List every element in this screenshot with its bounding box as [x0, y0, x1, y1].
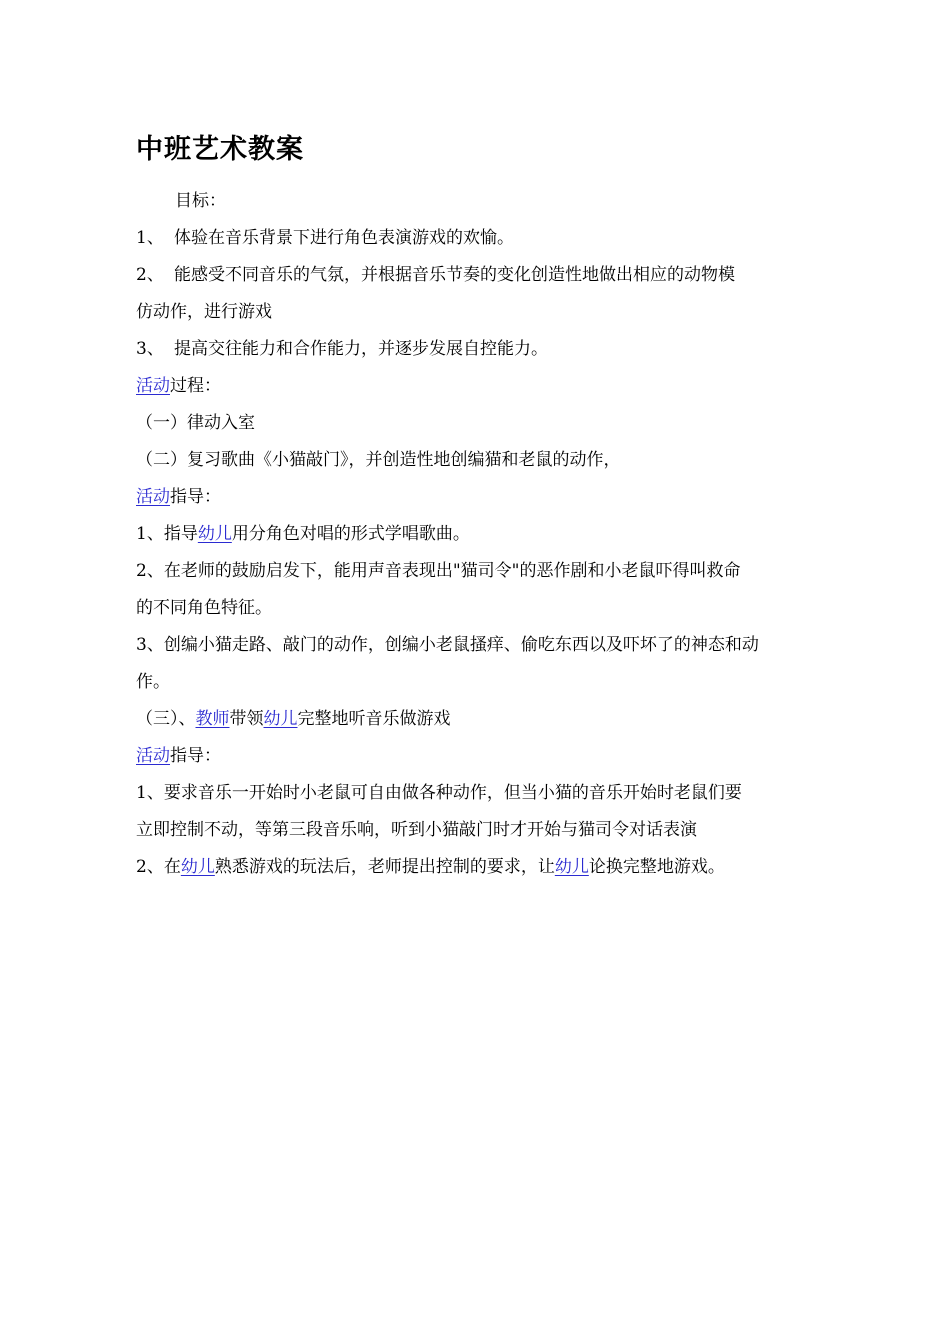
- child-link[interactable]: 幼儿: [197, 524, 232, 544]
- goals-heading: 目标：: [175, 191, 226, 211]
- goal-item: [136, 331, 816, 368]
- guide-heading: [136, 738, 816, 775]
- guide-item: [136, 849, 816, 886]
- process-heading-text: 过程：: [170, 376, 221, 396]
- goal-number: 1、: [136, 228, 164, 248]
- step-three-text: 完整地听音乐做游戏: [297, 709, 451, 729]
- teacher-link[interactable]: 教师: [195, 709, 230, 729]
- child-link[interactable]: 幼儿: [263, 709, 298, 729]
- guide-item-text: 论换完整地游戏。: [588, 857, 725, 877]
- activity-link[interactable]: 活动: [136, 376, 170, 396]
- guide-heading-text: 指导：: [170, 746, 221, 766]
- guide-item-continuation: 的不同角色特征。: [136, 598, 272, 618]
- goal-text: 能感受不同音乐的气氛，并根据音乐节奏的变化创造性地做出相应的动物模: [174, 265, 735, 285]
- guide-item-text: 2、在: [136, 857, 181, 877]
- guide-item: 3、创编小猫走路、敲门的动作，创编小老鼠搔痒、偷吃东西以及吓坏了的神态和动: [136, 635, 759, 655]
- guide-item-text: 1、指导: [136, 524, 198, 544]
- goal-text: 体验在音乐背景下进行角色表演游戏的欢愉。: [174, 228, 514, 248]
- guide-item-text: 熟悉游戏的玩法后，老师提出控制的要求，让: [214, 857, 555, 877]
- guide-item: [136, 516, 816, 553]
- guide-item-continuation: 立即控制不动，等第三段音乐响，听到小猫敲门时才开始与猫司令对话表演: [136, 820, 697, 840]
- guide-heading-text: 指导：: [170, 487, 221, 507]
- goal-item-continuation: 仿动作，进行游戏: [136, 302, 272, 322]
- process-heading: [136, 368, 816, 405]
- goal-item: [136, 257, 816, 294]
- document-body: [136, 183, 816, 886]
- goal-item: [136, 220, 816, 257]
- step-three: [136, 701, 816, 738]
- page-title: 中班艺术教案: [136, 134, 304, 165]
- activity-link[interactable]: 活动: [136, 746, 170, 766]
- step-two: （二）复习歌曲《小猫敲门》，并创造性地创编猫和老鼠的动作，: [136, 450, 621, 470]
- goal-number: 3、: [136, 339, 164, 359]
- guide-item-continuation: 作。: [136, 672, 170, 692]
- child-link[interactable]: 幼儿: [554, 857, 589, 877]
- guide-item: 2、在老师的鼓励启发下，能用声音表现出"猫司令"的恶作剧和小老鼠吓得叫救命: [136, 561, 741, 581]
- goal-number: 2、: [136, 265, 164, 285]
- guide-heading: [136, 479, 816, 516]
- guide-item-text: 用分角色对唱的形式学唱歌曲。: [231, 524, 470, 544]
- child-link[interactable]: 幼儿: [180, 857, 215, 877]
- goal-text: 提高交往能力和合作能力，并逐步发展自控能力。: [174, 339, 548, 359]
- step-three-text: 带领: [229, 709, 264, 729]
- guide-item: 1、要求音乐一开始时小老鼠可自由做各种动作，但当小猫的音乐开始时老鼠们要: [136, 783, 742, 803]
- activity-link[interactable]: 活动: [136, 487, 170, 507]
- step-one: （一）律动入室: [136, 413, 255, 433]
- step-three-text: （三）、: [136, 709, 196, 729]
